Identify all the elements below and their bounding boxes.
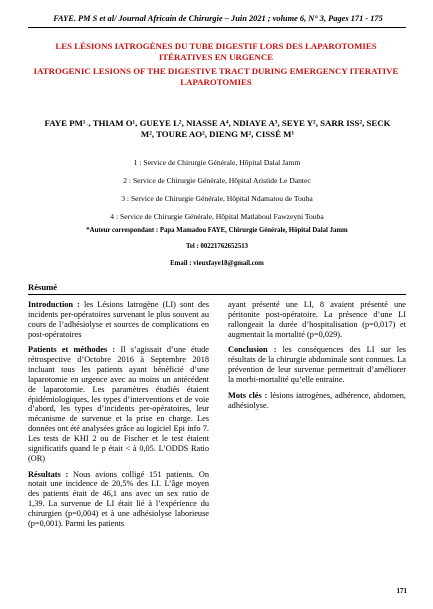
affiliation-2: 2 : Service de Chirurgie Générale, Hôpital Aristide Le Dantec — [123, 176, 311, 185]
corresponding-email: Email : vieuxfaye18@gmail.com — [170, 260, 264, 267]
conclusion-label: Conclusion : — [228, 345, 277, 355]
keywords-paragraph — [228, 391, 406, 411]
results-paragraph — [28, 470, 209, 529]
methods-label: Patients et méthodes : — [28, 345, 116, 355]
header-rule — [28, 27, 406, 28]
keywords-text: lésions iatrogènes, adhérence, abdomen, adhésiolyse. — [228, 390, 406, 410]
intro-text: les Lésions Iatrogène (LI) sont des incidents per-opératoires survenant le plus souvent au cours de l’adhésiolyse et sources de complications en post-opératoires — [28, 300, 210, 339]
abstract-rule — [28, 294, 406, 295]
abstract-heading: Résumé — [28, 282, 58, 292]
methods-paragraph — [28, 345, 209, 463]
intro-paragraph — [28, 300, 209, 339]
page-number: 171 — [396, 587, 407, 595]
affiliation-4: 4 : Service de Chirurgie Générale, Hôpital Matlaboul Fawzeyni Touba — [110, 212, 324, 221]
results-text: Nous avions colligé 151 patients. On notait une incidence de 20,5% des LI. L’âge moyen des patients était de 46,1 ans avec un sex ratio de 1,39. La survenue de LI était lié à l’expérience du chirurgien (p=0,004) et à une adhésiolyse laborieuse (p=0,001). Parmi les patients — [28, 469, 209, 528]
methods-text: Il s’agissait d’une étude rétrospective d’Octobre 2016 à Septembre 2018 incluant tous les patients ayant bénéficié d’une laparotomie en urgence avec au moins un antécédent de laparotomie. Les paramètres étudiés étaient épidémiologiques, les types d’interventions et de voie d’abord, les types d’incidents per-opératoires, leur mécanisme de survenue et la prise en charge. Les données ont été analysées grâce au logiciel Epi info 7. Les tests de KHI 2 ou de Fischer et le test étaient significatifs quand le p était < à 0,05. L’ODDS Ratio (OR) — [28, 345, 209, 463]
affiliation-1: 1 : Service de Chirurgie Générale, Hôpital Dalal Jamm — [133, 158, 301, 167]
intro-label: Introduction : — [28, 300, 80, 309]
journal-header: FAYE. PM S et al/ Journal Africain de Chirurgie – Juin 2021 ; volume 6, N° 3, Pages 171 - 175 — [53, 14, 383, 23]
corresponding-tel: Tel : 00221762652513 — [185, 243, 249, 250]
conclusion-paragraph — [228, 345, 406, 384]
conclusion-text: les conséquences des LI sur les résultats de la chirurgie abdominale sont connues. La prévention de leur survenue permettrait d’améliorer la morbi-mortalité qu’elle entraine. — [228, 345, 406, 384]
corresponding-author: *Auteur correspondant : Papa Mamadou FAYE, Chirurgie Générale, Hôpital Dalal Jamm — [86, 227, 348, 234]
abstract-column-right — [228, 300, 406, 416]
results-label: Résultats : — [28, 469, 69, 479]
title-english: IATROGENIC LESIONS OF THE DIGESTIVE TRACT DURING EMERGENCY ITERATIVE LAPAROTOMIES — [33, 66, 399, 87]
affiliation-3: 3 : Service de Chirurgie Générale, Hôpital Ndamatou de Touba — [121, 194, 313, 203]
title-french: LES LÉSIONS IATROGÈNES DU TUBE DIGESTIF LORS DES LAPAROTOMIES ITÉRATIVES EN URGENCE — [55, 41, 377, 62]
results-continued: ayant présenté une LI, 8 avaient présenté une péritonite post-opératoire. La présence d’une LI rallongeait la durée d’hospitalisation (p=0,017) et augmentait la mortalité (p=0,029). — [228, 300, 406, 339]
abstract-column-left — [28, 300, 209, 535]
keywords-label: Mots clés : — [228, 390, 268, 400]
author-list: FAYE PM¹˒, THIAM O¹, GUEYE L², NIASSE A⁴, NDIAYE A³, SEYE Y², SARR ISS², SECK M², TOURE AO², DIENG M², CISSÉ M¹ — [44, 118, 391, 139]
